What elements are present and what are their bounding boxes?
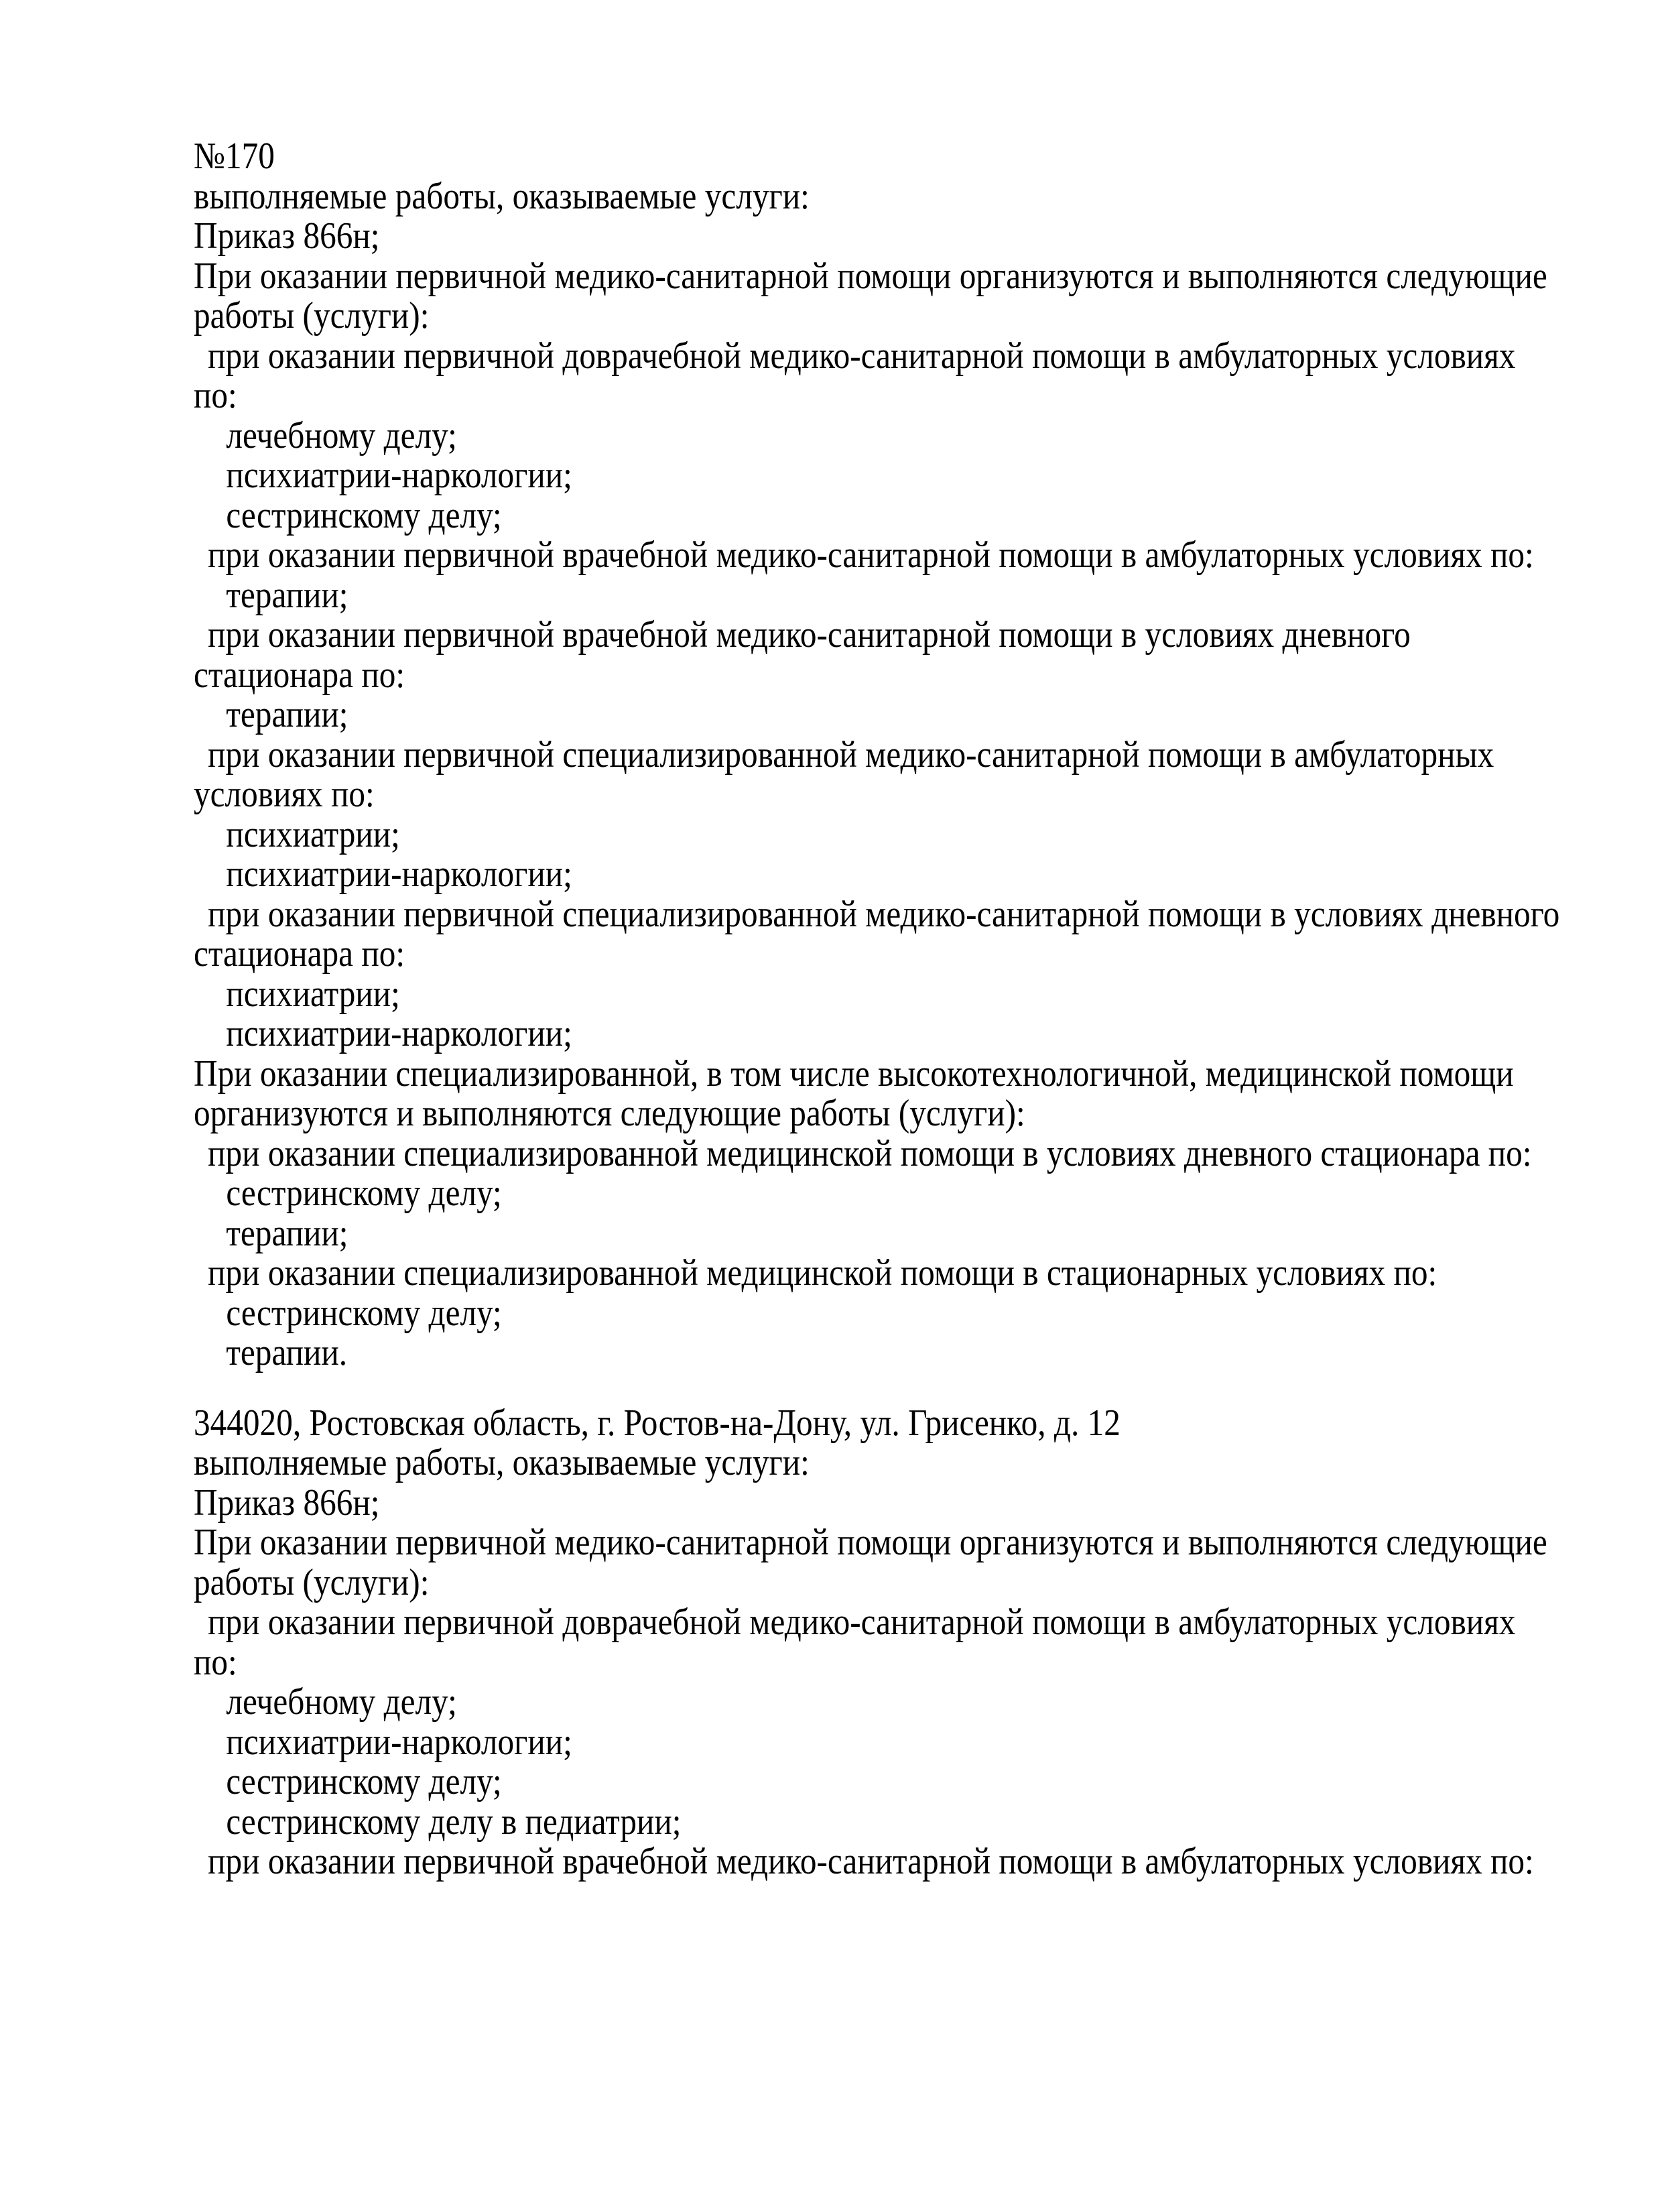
text-line: организуются и выполняются следующие работы (услуги): [194,1093,1025,1134]
text-line: лечебному делу; [226,1681,457,1723]
text-line: стационара по: [194,654,405,696]
text-line: психиатрии-наркологии; [226,454,572,496]
text-line: работы (услуги): [194,295,430,336]
text-line: по: [194,1641,237,1683]
text-line: при оказании первичной врачебной медико-санитарной помощи в амбулаторных условиях по: [208,534,1534,576]
text-line: №170 [194,135,275,177]
text-line: стационара по: [194,933,405,975]
text-line: При оказании специализированной, в том числе высокотехнологичной, медицинской помощи [194,1052,1514,1095]
text-line: при оказании первичной врачебной медико-санитарной помощи в условиях дневного [208,614,1411,656]
text-line: Приказ 866н; [194,215,380,257]
text-line: психиатрии-наркологии; [226,1721,572,1763]
text-line: выполняемые работы, оказываемые услуги: [194,1442,810,1483]
text-line: при оказании специализированной медицинской помощи в условиях дневного стационара по: [208,1132,1532,1174]
text-line: сестринскому делу; [226,494,502,536]
text-line: работы (услуги): [194,1561,430,1603]
text-line: лечебному делу; [226,414,457,456]
address-section [194,1404,1559,1882]
text-line: При оказании первичной медико-санитарной помощи организуются и выполняются следующие [194,255,1547,297]
text-line: терапии; [226,574,348,616]
text-line: при оказании первичной специализированной медико-санитарной помощи в условиях дневного [208,893,1560,935]
text-line: сестринскому делу; [226,1172,502,1214]
text-line: при оказании первичной доврачебной медико-санитарной помощи в амбулаторных условиях [208,334,1516,377]
text-line: 344020, Ростовская область, г. Ростов-на-Дону, ул. Грисенко, д. 12 [194,1402,1121,1444]
text-line: При оказании первичной медико-санитарной помощи организуются и выполняются следующие [194,1522,1547,1563]
text-line: терапии; [226,1212,348,1254]
text-line: сестринскому делу; [226,1292,502,1334]
text-line: при оказании первичной специализированной медико-санитарной помощи в амбулаторных [208,733,1494,776]
text-line: Приказ 866н; [194,1481,380,1524]
text-line: условиях по: [194,774,375,815]
text-line: психиатрии; [226,813,400,855]
text-line: терапии; [226,694,348,735]
text-line: психиатрии; [226,973,400,1015]
text-line: терапии. [226,1332,348,1373]
text-line: сестринскому делу; [226,1761,502,1802]
license-section-170 [194,137,1559,1373]
text-line: при оказании первичной врачебной медико-санитарной помощи в амбулаторных условиях по: [208,1841,1534,1882]
text-line: выполняемые работы, оказываемые услуги: [194,175,810,217]
text-line: по: [194,375,237,416]
text-line: при оказании первичной доврачебной медико-санитарной помощи в амбулаторных условиях [208,1601,1516,1643]
text-line: психиатрии-наркологии; [226,1013,572,1054]
text-line: при оказании специализированной медицинской помощи в стационарных условиях по: [208,1252,1437,1294]
text-line: психиатрии-наркологии; [226,853,572,895]
document-page [194,137,1559,1882]
text-line: сестринскому делу в педиатрии; [226,1800,682,1843]
